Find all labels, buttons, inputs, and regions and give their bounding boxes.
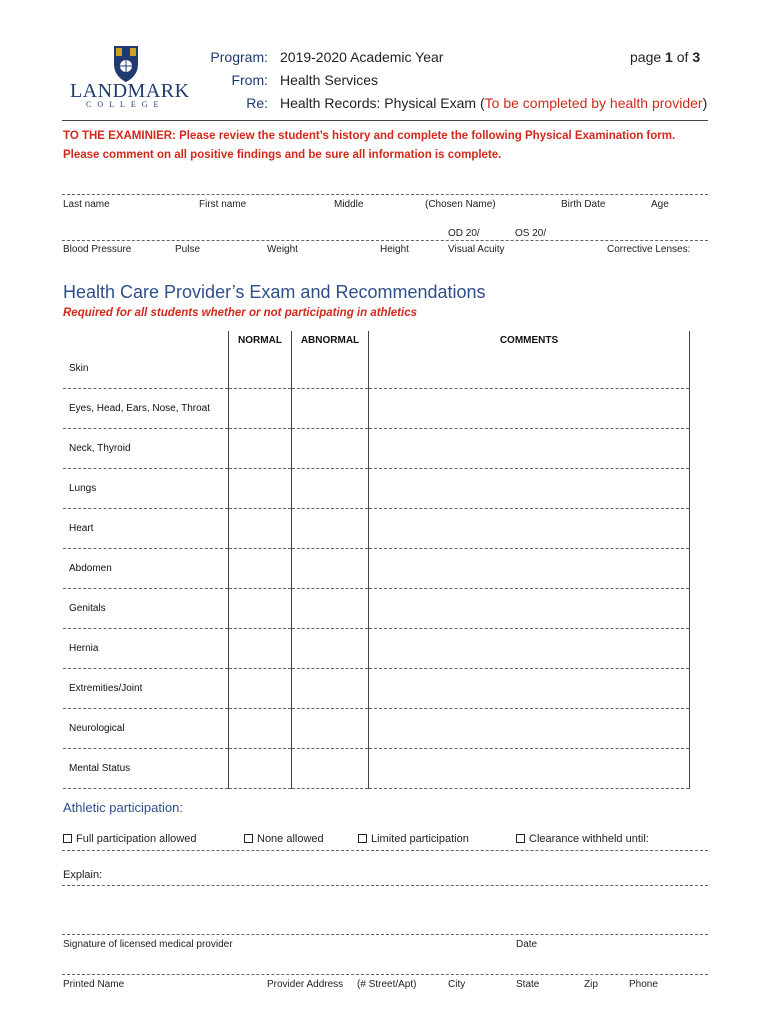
- pulse-label: Pulse: [175, 244, 201, 255]
- exam-item-eent: Eyes, Head, Ears, Nose, Throat: [63, 389, 229, 429]
- checkbox-icon[interactable]: [516, 834, 525, 843]
- abnormal-cell[interactable]: [292, 709, 369, 749]
- age-label: Age: [651, 199, 669, 210]
- abnormal-cell[interactable]: [292, 589, 369, 629]
- abnormal-cell[interactable]: [292, 389, 369, 429]
- from-label: From:: [231, 72, 268, 88]
- table-row: [63, 749, 690, 789]
- table-row: [63, 709, 690, 749]
- col-abnormal: ABNORMAL: [292, 331, 369, 349]
- chosen-name-label: (Chosen Name): [425, 199, 496, 210]
- instructions-line2: Please comment on all positive findings and be sure all information is complete.: [63, 149, 502, 161]
- normal-cell[interactable]: [229, 389, 292, 429]
- corrective-lenses-label: Corrective Lenses:: [607, 244, 691, 255]
- normal-cell[interactable]: [229, 749, 292, 789]
- table-row: [63, 469, 690, 509]
- explain-label: Explain:: [63, 869, 103, 881]
- exam-item-mental-status: Mental Status: [63, 749, 229, 789]
- re-label: Re:: [246, 95, 268, 111]
- comments-cell[interactable]: [369, 589, 690, 629]
- comments-cell[interactable]: [369, 669, 690, 709]
- program-label: Program:: [210, 49, 268, 65]
- weight-label: Weight: [267, 244, 298, 255]
- exam-item-lungs: Lungs: [63, 469, 229, 509]
- col-normal: NORMAL: [229, 331, 292, 349]
- printed-name-label: Printed Name: [63, 979, 125, 990]
- exam-item-abdomen: Abdomen: [63, 549, 229, 589]
- page-number: 1: [665, 49, 673, 65]
- table-row: [63, 429, 690, 469]
- re-red-text: To be completed by health provider: [484, 95, 703, 111]
- checkbox-icon[interactable]: [244, 834, 253, 843]
- abnormal-cell[interactable]: [292, 669, 369, 709]
- re-text: Health Records: Physical Exam (: [280, 95, 485, 111]
- page-indicator: [630, 49, 700, 65]
- table-row: [63, 669, 690, 709]
- exam-item-genitals: Genitals: [63, 589, 229, 629]
- phone-label: Phone: [629, 979, 658, 990]
- option-label: None allowed: [257, 833, 324, 845]
- exam-item-hernia: Hernia: [63, 629, 229, 669]
- exam-item-extremities: Extremities/Joint: [63, 669, 229, 709]
- abnormal-cell[interactable]: [292, 549, 369, 589]
- street-apt-label: (# Street/Apt): [357, 979, 417, 990]
- blood-pressure-label: Blood Pressure: [63, 244, 132, 255]
- logo-sub: COLLEGE: [86, 100, 165, 109]
- birth-date-label: Birth Date: [561, 199, 606, 210]
- re-close: ): [702, 95, 708, 111]
- table-row: [63, 509, 690, 549]
- comments-cell[interactable]: [369, 389, 690, 429]
- from-value: Health Services: [280, 72, 379, 88]
- option-none-allowed[interactable]: [244, 833, 324, 845]
- logo-name: LANDMARK: [70, 80, 190, 102]
- exam-header-blank: [63, 331, 229, 349]
- option-full-participation[interactable]: [63, 833, 196, 845]
- normal-cell[interactable]: [229, 429, 292, 469]
- program-value: 2019-2020 Academic Year: [280, 49, 444, 65]
- abnormal-cell[interactable]: [292, 429, 369, 469]
- date-label: Date: [516, 939, 538, 950]
- state-label: State: [516, 979, 540, 990]
- option-label: Full participation allowed: [76, 833, 197, 845]
- college-logo: [64, 44, 188, 108]
- vitals-line[interactable]: [62, 240, 708, 241]
- normal-cell[interactable]: [229, 469, 292, 509]
- table-row: [63, 349, 690, 389]
- page-prefix: page: [630, 49, 666, 65]
- header-divider: [62, 120, 708, 121]
- table-row: [63, 629, 690, 669]
- page-total: 3: [692, 49, 701, 65]
- comments-cell[interactable]: [369, 749, 690, 789]
- printed-name-line[interactable]: [62, 974, 708, 975]
- abnormal-cell[interactable]: [292, 629, 369, 669]
- normal-cell[interactable]: [229, 709, 292, 749]
- options-line: [62, 850, 708, 851]
- normal-cell[interactable]: [229, 589, 292, 629]
- first-name-label: First name: [199, 199, 247, 210]
- visual-acuity-label: Visual Acuity: [448, 244, 505, 255]
- athletic-title: Athletic participation:: [63, 800, 183, 815]
- exam-item-skin: Skin: [63, 349, 229, 389]
- height-label: Height: [380, 244, 409, 255]
- comments-cell[interactable]: [369, 469, 690, 509]
- comments-cell[interactable]: [369, 429, 690, 469]
- abnormal-cell[interactable]: [292, 349, 369, 389]
- comments-cell[interactable]: [369, 629, 690, 669]
- exam-title: Health Care Provider’s Exam and Recommendations: [63, 282, 486, 302]
- comments-cell[interactable]: [369, 349, 690, 389]
- normal-cell[interactable]: [229, 669, 292, 709]
- exam-item-neck: Neck, Thyroid: [63, 429, 229, 469]
- abnormal-cell[interactable]: [292, 509, 369, 549]
- col-comments: COMMENTS: [369, 331, 690, 349]
- middle-label: Middle: [334, 199, 364, 210]
- zip-label: Zip: [584, 979, 598, 990]
- last-name-label: Last name: [63, 199, 110, 210]
- page-of: of: [672, 49, 693, 65]
- normal-cell[interactable]: [229, 509, 292, 549]
- exam-header-row: [63, 331, 690, 349]
- normal-cell[interactable]: [229, 349, 292, 389]
- exam-item-heart: Heart: [63, 509, 229, 549]
- table-row: [63, 549, 690, 589]
- checkbox-icon[interactable]: [63, 834, 72, 843]
- provider-address-label: Provider Address: [267, 979, 344, 990]
- signature-line[interactable]: [62, 934, 708, 935]
- table-row: [63, 589, 690, 629]
- comments-cell[interactable]: [369, 709, 690, 749]
- abnormal-cell[interactable]: [292, 469, 369, 509]
- comments-cell[interactable]: [369, 549, 690, 589]
- comments-cell[interactable]: [369, 509, 690, 549]
- table-row: [63, 389, 690, 429]
- shield-crest-icon: [64, 44, 188, 84]
- instructions-line1: TO THE EXAMINIER: Please review the student’s history and complete the following Physical Examination form.: [63, 130, 676, 142]
- name-line[interactable]: [62, 194, 708, 195]
- od-label: OD 20/: [448, 228, 480, 239]
- re-value: [280, 95, 707, 111]
- option-limited-participation[interactable]: [358, 833, 469, 845]
- abnormal-cell[interactable]: [292, 749, 369, 789]
- normal-cell[interactable]: [229, 549, 292, 589]
- exam-item-neurological: Neurological: [63, 709, 229, 749]
- os-label: OS 20/: [515, 228, 547, 239]
- option-label: Clearance withheld until:: [529, 833, 649, 845]
- exam-subtitle: Required for all students whether or not participating in athletics: [63, 307, 417, 319]
- city-label: City: [448, 979, 466, 990]
- signature-label: Signature of licensed medical provider: [63, 939, 233, 950]
- checkbox-icon[interactable]: [358, 834, 367, 843]
- explain-line[interactable]: [62, 885, 708, 886]
- normal-cell[interactable]: [229, 629, 292, 669]
- option-label: Limited participation: [371, 833, 469, 845]
- option-clearance-withheld[interactable]: [516, 833, 649, 845]
- exam-table: [63, 331, 690, 789]
